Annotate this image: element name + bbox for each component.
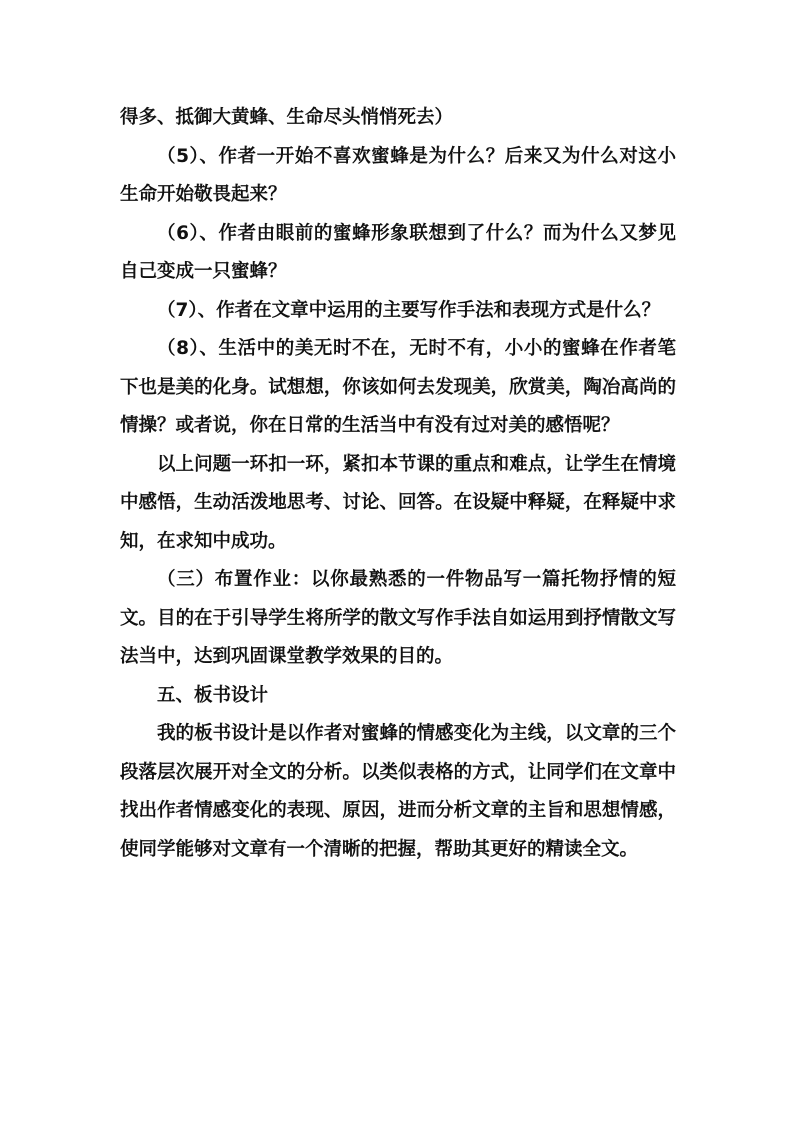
paragraph-board-design: 我的板书设计是以作者对蜜蜂的情感变化为主线，以文章的三个段落层次展开对全文的分析。以类似表格的方式，让同学们在文章中找出作者情感变化的表现、原因，进而分析文章的主旨和思想情感，使同学能够对文章有一个清晰的把握，帮助其更好的精读全文。 [120, 723, 676, 860]
paragraph-summary: 以上问题一环扣一环，紧扣本节课的重点和难点，让学生在情境中感悟，生动活泼地思考、讨论、回答。在设疑中释疑，在释疑中求知，在求知中成功。 [120, 453, 676, 552]
paragraph-homework: （三）布置作业：以你最熟悉的一件物品写一篇托物抒情的短文。目的在于引导学生将所学的散文写作手法自如运用到抒情散文写法当中，达到巩固课堂教学效果的目的。 [120, 569, 676, 667]
question-5: （5）、作者一开始不喜欢蜜蜂是为什么？后来又为什么对这小生命开始敬畏起来？ [120, 145, 676, 205]
question-8: （8）、生活中的美无时不在，无时不有，小小的蜜蜂在作者笔下也是美的化身。试想想，你该如何去发现美，欣赏美，陶冶高尚的情操？或者说，你在日常的生活当中有没有过对美的感悟呢？ [120, 338, 676, 436]
question-7: （7）、作者在文章中运用的主要写作手法和表现方式是什么？ [157, 299, 661, 321]
question-6: （6）、作者由眼前的蜜蜂形象联想到了什么？而为什么又梦见自己变成一只蜜蜂？ [120, 222, 676, 282]
paragraph-continuation: 得多、抵御大黄蜂、生命尽头悄悄死去） [120, 107, 454, 128]
section-heading-board-design: 五、板书设计 [157, 684, 269, 706]
document-body [120, 99, 676, 869]
